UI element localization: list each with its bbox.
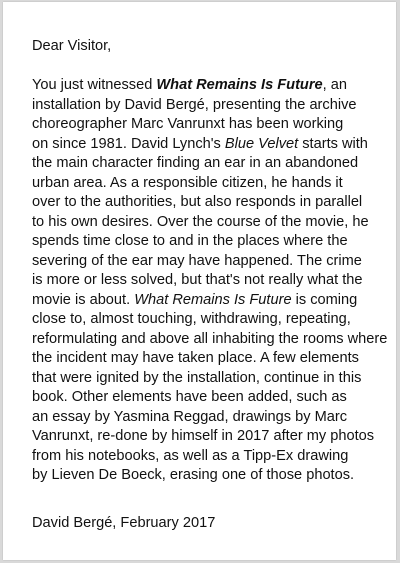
body-line xyxy=(32,466,382,486)
body-line xyxy=(32,388,382,408)
body-line xyxy=(32,232,382,252)
body-line xyxy=(32,408,382,428)
text-segment: the main character finding an ear in an abandoned xyxy=(32,155,359,171)
text-segment: installation by David Bergé, presenting the archive xyxy=(32,96,357,113)
text-segment: by Lieven De Boeck, erasing one of those photos. xyxy=(32,467,355,483)
body-line xyxy=(32,115,382,135)
body-line xyxy=(32,271,382,291)
text-segment: starts with xyxy=(298,135,368,152)
text-segment: close to, almost touching, withdrawing, repeating, xyxy=(32,311,351,327)
body-line xyxy=(32,447,382,467)
body-line xyxy=(32,135,382,155)
body-line xyxy=(32,310,382,330)
title-emphasis-strong xyxy=(156,77,322,93)
text-segment: over to the authorities, but also responds in parallel xyxy=(32,194,363,210)
text-segment: spends time close to and in the places where the xyxy=(32,233,348,249)
body-line xyxy=(32,76,382,96)
text-segment: from his notebooks, as well as a Tipp-Ex drawing xyxy=(32,447,349,464)
text-segment: an essay by Yasmina Reggad, drawings by Marc xyxy=(32,408,348,425)
text-segment: urban area. As a responsible citizen, he hands it xyxy=(32,174,343,191)
text-segment: choreographer Marc Vanrunxt has been working xyxy=(32,116,344,132)
body-line xyxy=(32,349,382,369)
body-line xyxy=(32,330,388,350)
body-line xyxy=(32,193,382,213)
letter-body xyxy=(32,76,388,486)
body-line xyxy=(32,154,382,174)
text-segment: that were ignited by the installation, continue in this xyxy=(32,369,362,386)
text-segment: movie is about. xyxy=(32,291,135,308)
text-segment: severing of the ear may have happened. The crime xyxy=(32,252,362,269)
salutation: Dear Visitor, xyxy=(32,38,112,54)
body-line xyxy=(32,252,382,272)
text-segment: You just witnessed xyxy=(32,77,157,93)
title-emphasis: Blue Velvet xyxy=(224,135,299,152)
body-line xyxy=(32,96,382,116)
text-segment: is more or less solved, but that's not really what the xyxy=(32,272,363,288)
text-segment: the incident may have taken place. A few elements xyxy=(32,350,359,366)
text-segment: to his own desires. Over the course of the movie, he xyxy=(32,213,369,230)
body-line xyxy=(32,369,382,389)
title-emphasis: What Remains Is Future xyxy=(156,77,323,93)
body-line xyxy=(32,213,382,233)
text-segment: is coming xyxy=(291,291,358,308)
text-segment: on since 1981. David Lynch's xyxy=(32,135,225,152)
text-segment: book. Other elements have been added, such as xyxy=(32,389,347,405)
signature: David Bergé, February 2017 xyxy=(32,515,216,531)
text-segment: Vanrunxt, re-done by himself in 2017 after my photos xyxy=(32,428,375,444)
body-line xyxy=(32,427,382,447)
text-segment: , an xyxy=(322,77,347,93)
title-emphasis: What Remains Is Future xyxy=(134,291,292,308)
text-segment: reformulating and above all inhabiting the rooms where xyxy=(32,330,388,347)
body-line xyxy=(32,174,382,194)
letter-page xyxy=(3,2,396,560)
body-line xyxy=(32,291,382,311)
